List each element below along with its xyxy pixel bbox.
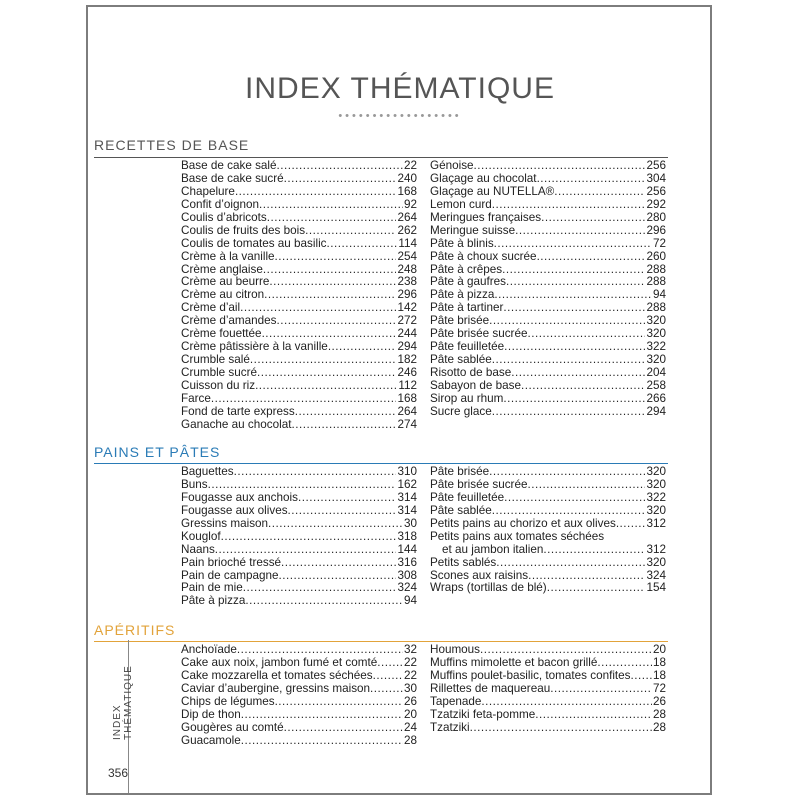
entry-page-number: 266 [646,391,666,405]
index-entry [181,393,417,406]
dot-leader [281,557,396,570]
entry-name: Wraps (tortillas de blé) [430,581,547,595]
dot-leader [631,670,652,683]
entry-page-number: 320 [646,314,666,328]
side-running-head: INDEX THÉMATIQUE [112,665,134,740]
index-entry [181,380,417,393]
index-entry [430,160,666,173]
index-entry [181,225,417,238]
entry-page-number: 94 [403,594,417,608]
entry-page-number: 72 [652,681,666,695]
entry-page-number: 320 [646,503,666,517]
index-column-left [181,160,417,432]
entry-name: Chips de légumes [181,694,275,708]
dot-leader [241,709,403,722]
entry-name: Meringues françaises [430,210,542,224]
dot-leader [504,492,645,505]
section-rule-aperitifs [94,641,668,642]
entry-page-number: 322 [646,340,666,354]
entry-page-number: 32 [403,643,417,656]
entry-page-number: 272 [397,314,417,328]
index-entry [430,380,666,393]
entry-name: Muffins mimolette et bacon grillé [430,655,598,669]
entry-name: Petits sablés [430,555,497,569]
entry-name: Pâte brisée sucrée [430,327,528,341]
entry-name: Crème d’ail [181,301,241,315]
entry-name: Pâte à pizza [430,288,495,302]
entry-name: Pâte feuilletée [430,490,505,504]
dot-leader [481,696,652,709]
entry-page-number: 20 [652,643,666,656]
index-entry [181,544,417,557]
entry-name: Base de cake salé [181,159,277,172]
entry-page-number: 260 [646,249,666,263]
dot-leader [257,367,396,380]
dot-leader [245,595,403,608]
entry-page-number: 318 [397,529,417,543]
dot-leader [543,544,645,557]
entry-name: Ganache au chocolat [181,417,292,431]
entry-page-number: 304 [646,171,666,185]
index-entry [181,683,417,696]
index-column-left [181,466,417,608]
index-entry [181,238,417,251]
entry-page-number: 296 [646,223,666,237]
entry-page-number: 294 [646,404,666,418]
dot-leader [288,505,397,518]
dot-leader [492,406,646,419]
index-entry [430,479,666,492]
entry-name: Farce [181,391,211,405]
entry-page-number: 28 [403,733,417,747]
entry-page-number: 18 [652,668,666,682]
index-entry [181,696,417,709]
entry-page-number: 320 [646,477,666,491]
entry-name: Cake mozzarella et tomates séchées [181,668,373,682]
section-rule-recettes-de-base [94,157,668,158]
section-title-aperitifs: APÉRITIFS [94,622,176,638]
index-entry [181,199,417,212]
entry-name: Lemon curd [430,197,492,211]
entry-page-number: 114 [398,236,417,250]
entry-name: Crème fouettée [181,327,262,341]
entry-name: Coulis d’abricots [181,210,267,224]
entry-page-number: 262 [397,223,417,237]
dot-leader [535,709,652,722]
index-entry [430,657,666,670]
index-entry [430,367,666,380]
entry-name: Gressins maison [181,516,269,530]
index-column-left [181,644,417,748]
dot-leader [496,557,645,570]
entry-name: Caviar d’aubergine, gressins maison [181,681,371,695]
index-entry [181,466,417,479]
dot-leader [504,341,645,354]
section-rule-pains-et-pates [94,463,668,464]
entry-name: Pâte brisée [430,465,490,478]
dot-leader [215,544,397,557]
entry-name: Buns [181,477,208,491]
section-title-recettes-de-base: RECETTES DE BASE [94,137,250,153]
entry-page-number: 320 [646,353,666,367]
entry-page-number: 324 [397,581,417,595]
entry-page-number: 92 [403,197,417,211]
entry-name: Fougasse aux olives [181,503,288,517]
dot-leader [541,212,645,225]
dot-leader [470,722,652,735]
entry-page-number: 20 [403,707,417,721]
entry-page-number: 154 [646,581,666,595]
index-entry [430,466,666,479]
dot-leader [373,670,403,683]
entry-name: Pâte à tartiner [430,301,504,315]
index-entry [181,160,417,173]
page-number: 356 [108,766,129,780]
entry-name: Base de cake sucré [181,171,284,185]
entry-name: Anchoïade [181,643,237,656]
index-entry [181,419,417,432]
dot-leader [554,186,645,199]
dot-leader [259,199,403,212]
dot-leader [521,380,646,393]
entry-name: Pâte à blinis [430,236,494,250]
entry-name: Scones aux raisins [430,568,529,582]
entry-page-number: 168 [397,391,417,405]
entry-page-number: 28 [652,707,666,721]
entry-name: Coulis de tomates au basilic [181,236,327,250]
dot-leader [243,582,397,595]
entry-page-number: 142 [397,301,417,315]
index-entry [430,225,666,238]
entry-page-number: 314 [397,503,417,517]
entry-page-number: 280 [646,210,666,224]
title-ornament: •••••••••••••••••• [338,110,462,122]
index-entry [181,406,417,419]
dot-leader [267,212,397,225]
entry-page-number: 254 [397,249,417,263]
entry-name: Pâte sablée [430,503,492,517]
dot-leader [550,683,652,696]
dot-leader [234,466,397,479]
entry-page-number: 162 [397,477,417,491]
dot-leader [255,380,397,393]
entry-page-number: 30 [403,681,417,695]
entry-page-number: 30 [403,516,417,530]
dot-leader [474,160,646,173]
entry-name: Sabayon de base [430,378,521,392]
entry-page-number: 182 [397,353,417,367]
index-entry [430,582,666,595]
entry-name: Coulis de fruits des bois [181,223,306,237]
index-entry [430,238,666,251]
entry-name: Pâte brisée [430,314,490,328]
entry-page-number: 168 [397,184,417,198]
entry-page-number: 72 [652,236,666,250]
entry-page-number: 312 [646,542,666,556]
entry-page-number: 258 [646,378,666,392]
dot-leader [597,657,652,670]
entry-name: Crème à la vanille [181,249,275,263]
index-entry [430,186,666,199]
entry-name: Chapelure [181,184,235,198]
dot-leader [235,186,397,199]
index-entry [181,251,417,264]
dot-leader [511,367,645,380]
dot-leader [503,393,645,406]
entry-name: Pâte à choux sucrée [430,249,537,263]
entry-page-number: 256 [646,184,666,198]
index-entry [181,173,417,186]
dot-leader [263,264,397,277]
entry-page-number: 312 [646,516,666,530]
entry-page-number: 144 [397,542,417,556]
entry-name: Crème au citron [181,288,265,302]
dot-leader [515,225,645,238]
entry-page-number: 288 [646,301,666,315]
dot-leader [221,531,397,544]
index-entry [430,212,666,225]
index-entry [430,722,666,735]
entry-name: Crème anglaise [181,262,263,276]
dot-leader [492,505,646,518]
entry-name: Muffins poulet-basilic, tomates confites [430,668,631,682]
entry-page-number: 24 [403,720,417,734]
entry-name: Pain brioché tressé [181,555,282,569]
entry-name: Crumble salé [181,353,250,367]
entry-name: et au jambon italien [442,542,544,556]
entry-page-number: 324 [646,568,666,582]
index-column-right [430,160,666,419]
entry-name: Guacamole [181,733,241,747]
dot-leader [264,289,396,302]
dot-leader [278,570,396,583]
dot-leader [370,683,403,696]
entry-name: Sirop au rhum [430,391,504,405]
dot-leader [211,393,397,406]
dot-leader [237,644,403,657]
dot-leader [275,696,403,709]
entry-page-number: 246 [397,366,417,379]
entry-page-number: 264 [397,404,417,418]
dot-leader [277,315,397,328]
index-entry [181,709,417,722]
dot-leader [480,644,652,657]
entry-name: Dip de thon [181,707,241,721]
dot-leader [277,160,403,173]
entry-page-number: 26 [652,694,666,708]
dot-leader [295,406,397,419]
index-entry [430,683,666,696]
index-entry [430,696,666,709]
entry-name: Pâte à pizza [181,594,246,608]
entry-page-number: 264 [397,210,417,224]
entry-name: Pâte sablée [430,353,492,367]
entry-page-number: 244 [397,327,417,341]
index-column-right [430,644,666,735]
entry-page-number: 322 [646,490,666,504]
entry-page-number: 22 [403,668,417,682]
entry-page-number: 320 [646,555,666,569]
index-entry [430,393,666,406]
dot-leader [527,328,645,341]
index-entry [181,492,417,505]
entry-page-number: 28 [652,720,666,734]
dot-leader [268,518,403,531]
dot-leader [327,238,398,251]
index-entry [181,531,417,544]
entry-name: Fougasse aux anchois [181,490,298,504]
section-title-pains-et-pates: PAINS ET PÂTES [94,444,221,460]
index-entry [430,505,666,518]
index-entry [430,173,666,186]
dot-leader [502,264,645,277]
index-entry [181,186,417,199]
index-entry [181,644,417,657]
entry-page-number: 294 [397,340,417,354]
dot-leader [275,251,397,264]
dot-leader [291,419,396,432]
index-entry [181,557,417,570]
entry-name: Cuisson du riz [181,378,256,392]
entry-page-number: 308 [397,568,417,582]
entry-name: Baguettes [181,465,234,478]
entry-page-number: 18 [652,655,666,669]
entry-page-number: 320 [646,327,666,341]
entry-name: Crème au beurre [181,275,270,289]
index-entry [181,505,417,518]
entry-page-number: 204 [646,366,666,379]
entry-page-number: 22 [403,655,417,669]
entry-name: Cake aux noix, jambon fumé et comté [181,655,378,669]
dot-leader [489,466,645,479]
dot-leader [250,354,397,367]
index-entry [430,518,666,531]
dot-leader [494,289,652,302]
entry-name: Confit d’oignon [181,197,259,211]
index-entry [181,367,417,380]
index-entry [430,644,666,657]
dot-leader [284,722,403,735]
entry-name: Tzatziki [430,720,470,734]
entry-page-number: 22 [403,159,417,172]
dot-leader [284,173,397,186]
index-entry [430,544,666,557]
entry-page-number: 310 [397,465,417,478]
dot-leader [506,276,645,289]
dot-leader [547,582,646,595]
dot-leader [527,479,645,492]
entry-name: Gougères au comté [181,720,284,734]
entry-name: Sucre glace [430,404,492,418]
entry-page-number: 238 [397,275,417,289]
entry-name: Tzatziki feta-pomme [430,707,536,721]
dot-leader [298,492,397,505]
index-entry [430,557,666,570]
dot-leader [269,276,396,289]
index-entry [181,722,417,735]
dot-leader [377,657,403,670]
entry-name: Crumble sucré [181,366,257,379]
entry-name: Pain de campagne [181,568,279,582]
entry-name: Pâte feuilletée [430,340,505,354]
entry-name: Pâte à gaufres [430,275,507,289]
entry-page-number: 288 [646,262,666,276]
index-entry [430,492,666,505]
entry-name: Génoise [430,159,474,172]
index-entry [430,709,666,722]
dot-leader [503,302,645,315]
entry-page-number: 26 [403,694,417,708]
entry-name: Pâte à crêpes [430,262,503,276]
dot-leader [537,251,646,264]
entry-page-number: 94 [652,288,666,302]
index-entry [430,251,666,264]
dot-leader [492,199,646,212]
entry-name: Risotto de base [430,366,512,379]
entry-name: Pâte brisée sucrée [430,477,528,491]
index-entry [181,479,417,492]
index-entry [181,670,417,683]
dot-leader [305,225,396,238]
entry-name: Crème pâtissière à la vanille [181,340,328,354]
entry-name: Glaçage au NUTELLA® [430,184,555,198]
dot-leader [616,518,646,531]
entry-name: Naans [181,542,215,556]
dot-leader [241,735,403,748]
index-entry [181,735,417,748]
entry-page-number: 314 [397,490,417,504]
entry-name: Houmous [430,643,481,656]
entry-name: Pain de mie [181,581,243,595]
entry-name: Tapenade [430,694,482,708]
entry-page-number: 316 [397,555,417,569]
entry-page-number: 256 [646,159,666,172]
index-entry [181,212,417,225]
page-title: INDEX THÉMATIQUE [245,72,555,105]
dot-leader [537,173,646,186]
index-entry [181,595,417,608]
dot-leader [492,354,646,367]
entry-page-number: 320 [646,465,666,478]
entry-name: Fond de tarte express [181,404,295,418]
dot-leader [494,238,652,251]
entry-name: Petits pains au chorizo et aux olives [430,516,616,530]
entry-page-number: 288 [646,275,666,289]
dot-leader [208,479,397,492]
entry-name: Crème d’amandes [181,314,277,328]
entry-name: Meringue suisse [430,223,516,237]
entry-page-number: 240 [397,171,417,185]
entry-name: Kouglof [181,529,221,543]
entry-name: Rillettes de maquereau [430,681,551,695]
index-column-right [430,466,666,595]
entry-page-number: 274 [397,417,417,431]
index-entry [430,670,666,683]
entry-page-number: 296 [397,288,417,302]
entry-page-number: 112 [398,378,417,392]
index-entry [181,657,417,670]
entry-page-number: 248 [397,262,417,276]
index-entry [430,199,666,212]
index-entry [430,406,666,419]
entry-name: Petits pains aux tomates séchées [430,529,605,543]
dot-leader [328,341,397,354]
index-entry [430,531,666,544]
entry-name: Glaçage au chocolat [430,171,537,185]
entry-page-number: 292 [646,197,666,211]
index-entry [181,518,417,531]
